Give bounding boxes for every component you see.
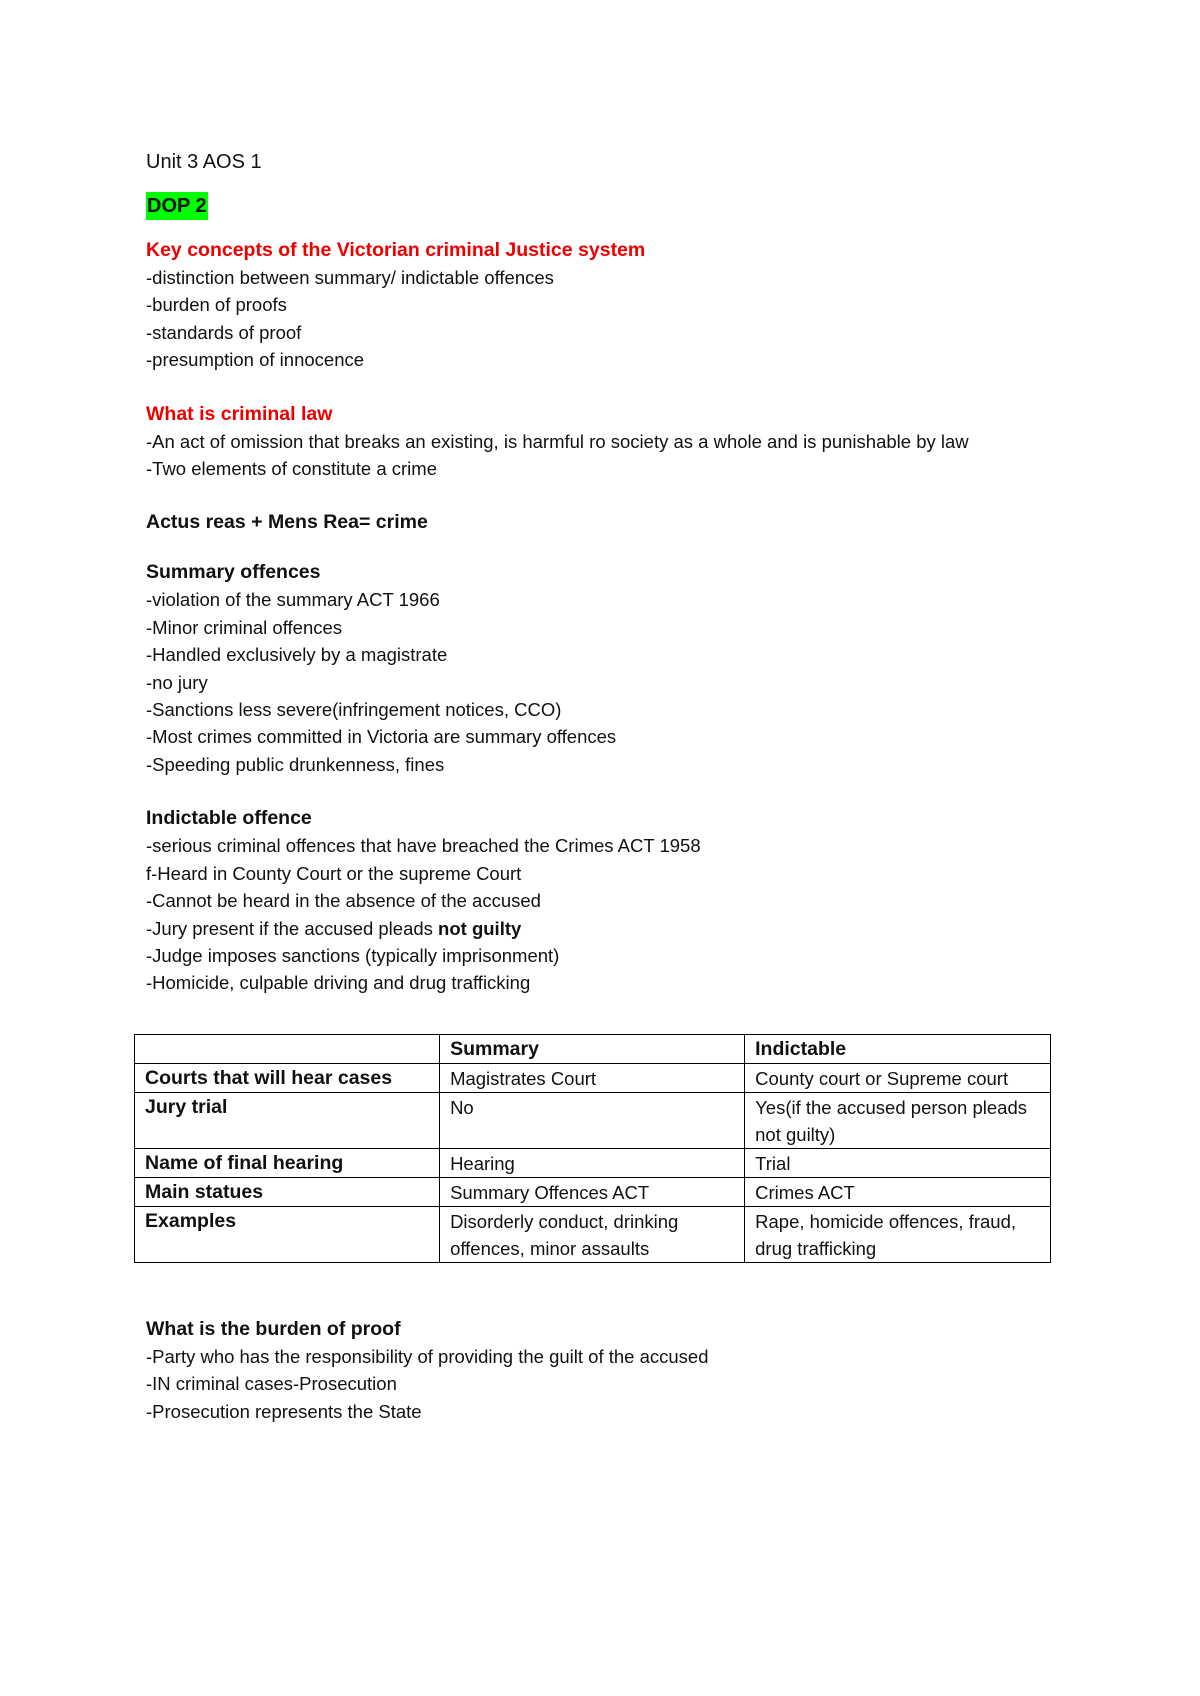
spacer xyxy=(146,536,1066,558)
summary-offence-item: -Most crimes committed in Victoria are summary offences xyxy=(146,726,617,748)
burden-of-proof-item: -Prosecution represents the State xyxy=(146,1400,422,1422)
indictable-offence-item: -Judge imposes sanctions (typically imprisonment) xyxy=(146,944,560,966)
indictable-offence-item: -serious criminal offences that have breached the Crimes ACT 1958 xyxy=(146,835,701,857)
table-row-label: Main statues xyxy=(135,1178,440,1207)
unit-title: Unit 3 AOS 1 xyxy=(146,151,262,173)
table-cell: Magistrates Court xyxy=(440,1064,745,1093)
table-header-cell: Summary xyxy=(440,1035,745,1064)
summary-offences-heading: Summary offences xyxy=(146,561,321,584)
table-row xyxy=(135,1149,1051,1178)
table-cell: No xyxy=(440,1093,745,1149)
key-concept-item: -burden of proofs xyxy=(146,294,287,316)
indictable-offence-item: f-Heard in County Court or the supreme Court xyxy=(146,862,522,884)
summary-offence-item: -no jury xyxy=(146,671,208,693)
indictable-offence-item: -Cannot be heard in the absence of the accused xyxy=(146,890,541,912)
summary-offence-item: -Speeding public drunkenness, fines xyxy=(146,753,445,775)
indictable-offence-heading: Indictable offence xyxy=(146,807,312,830)
spacer xyxy=(146,778,1066,804)
table-cell: County court or Supreme court xyxy=(745,1064,1051,1093)
key-concepts-heading: Key concepts of the Victorian criminal Justice system xyxy=(146,239,646,261)
burden-of-proof-item: -Party who has the responsibility of providing the guilt of the accused xyxy=(146,1346,709,1367)
offence-comparison-table xyxy=(134,1034,1051,1263)
table-cell: Disorderly conduct, drinking offences, minor assaults xyxy=(440,1207,745,1263)
indictable-jury-item xyxy=(146,915,1066,942)
table-header-cell: Indictable xyxy=(745,1035,1051,1064)
summary-offence-item: -Handled exclusively by a magistrate xyxy=(146,644,448,666)
table-row-label: Name of final hearing xyxy=(135,1149,440,1178)
burden-of-proof-section xyxy=(146,1315,1066,1425)
table-cell: Yes(if the accused person pleads not guilty) xyxy=(745,1093,1051,1149)
jury-line-text: -Jury present if the accused pleads xyxy=(146,917,439,939)
summary-offence-item: -Sanctions less severe(infringement notices, CCO) xyxy=(146,699,562,721)
table-row-label: Jury trial xyxy=(135,1093,440,1149)
key-concept-item: -distinction between summary/ indictable offences xyxy=(146,267,554,288)
dop-label-wrap xyxy=(146,192,1066,220)
table-row xyxy=(135,1207,1051,1263)
criminal-law-item: -Two elements of constitute a crime xyxy=(146,458,437,480)
crime-formula: Actus reas + Mens Rea= crime xyxy=(146,511,428,534)
table-row-label: Courts that will hear cases xyxy=(135,1064,440,1093)
criminal-law-item: -An act of omission that breaks an existing, is harmful ro society as a whole and is punishable by law xyxy=(146,430,969,452)
table-cell: Hearing xyxy=(440,1149,745,1178)
table-cell: Crimes ACT xyxy=(745,1178,1051,1207)
spacer xyxy=(146,374,1066,400)
table-cell: Trial xyxy=(745,1149,1051,1178)
summary-offence-item: -Minor criminal offences xyxy=(146,616,343,638)
criminal-law-heading: What is criminal law xyxy=(146,402,333,425)
burden-of-proof-item: -IN criminal cases-Prosecution xyxy=(146,1373,397,1395)
not-guilty-emphasis: not guilty xyxy=(438,917,522,939)
document-body xyxy=(146,148,1066,997)
table-row xyxy=(135,1178,1051,1207)
table-row xyxy=(135,1093,1051,1149)
dop-highlight-label: DOP 2 xyxy=(146,192,208,220)
table-row xyxy=(135,1064,1051,1093)
key-concept-item: -standards of proof xyxy=(146,321,302,343)
table-header-row xyxy=(135,1035,1051,1064)
key-concept-item: -presumption of innocence xyxy=(146,349,365,371)
table-cell: Summary Offences ACT xyxy=(440,1178,745,1207)
table-cell: Rape, homicide offences, fraud, drug trafficking xyxy=(745,1207,1051,1263)
indictable-offence-item: -Homicide, culpable driving and drug trafficking xyxy=(146,972,531,994)
summary-offence-item: -violation of the summary ACT 1966 xyxy=(146,589,440,611)
spacer xyxy=(146,482,1066,508)
table-header-cell xyxy=(135,1035,440,1064)
table-row-label: Examples xyxy=(135,1207,440,1263)
burden-of-proof-heading: What is the burden of proof xyxy=(146,1318,401,1340)
